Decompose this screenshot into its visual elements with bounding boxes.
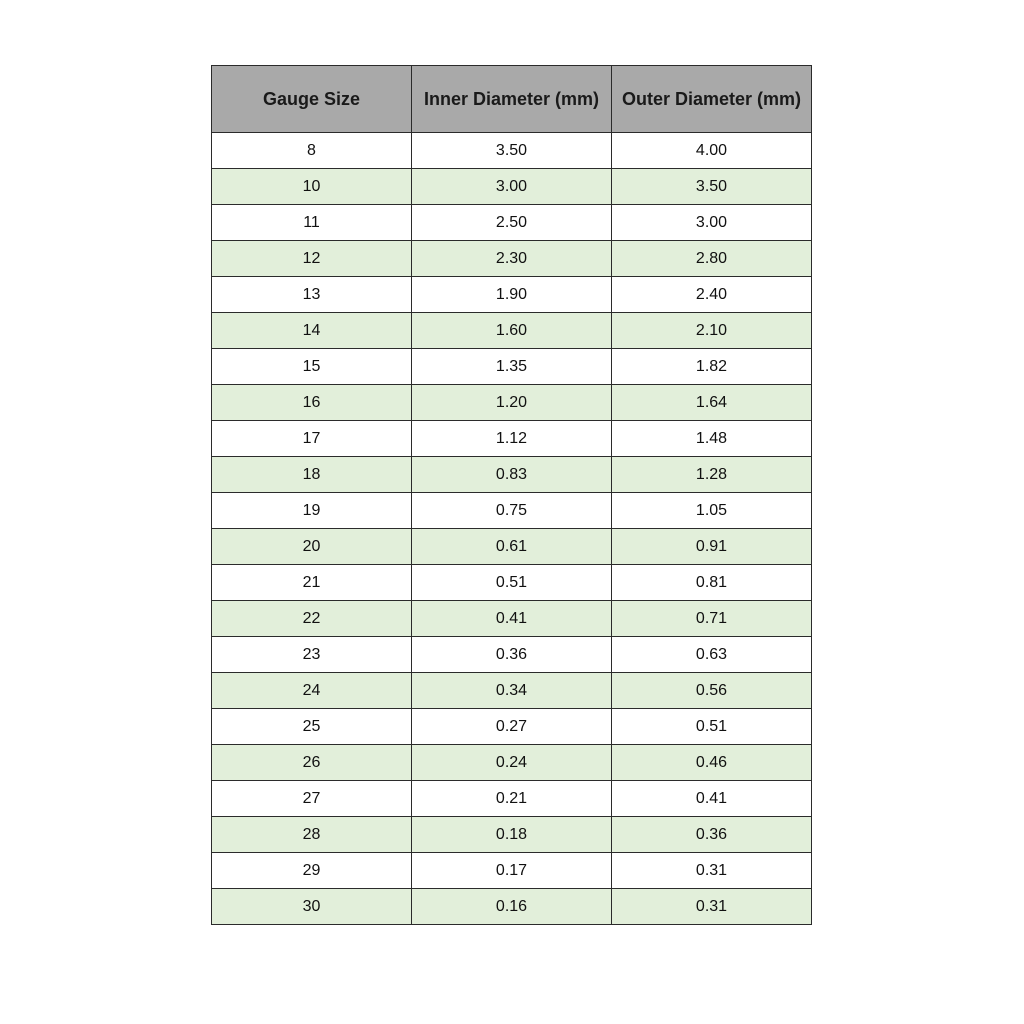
gauge-size-cell: 24 — [212, 673, 412, 709]
gauge-size-cell: 11 — [212, 205, 412, 241]
table-row — [212, 421, 812, 457]
table-header — [212, 66, 812, 133]
outer-diameter-cell: 0.46 — [612, 745, 812, 781]
gauge-size-cell: 28 — [212, 817, 412, 853]
outer-diameter-cell: 0.31 — [612, 853, 812, 889]
table-row — [212, 565, 812, 601]
table-row — [212, 385, 812, 421]
gauge-size-cell: 12 — [212, 241, 412, 277]
gauge-size-table — [211, 65, 812, 925]
inner-diameter-cell: 1.90 — [412, 277, 612, 313]
outer-diameter-cell: 2.10 — [612, 313, 812, 349]
gauge-size-cell: 10 — [212, 169, 412, 205]
inner-diameter-cell: 2.30 — [412, 241, 612, 277]
outer-diameter-cell: 0.81 — [612, 565, 812, 601]
table-row — [212, 745, 812, 781]
gauge-size-cell: 30 — [212, 889, 412, 925]
header-outer-diameter: Outer Diameter (mm) — [612, 66, 812, 133]
gauge-size-cell: 20 — [212, 529, 412, 565]
inner-diameter-cell: 0.51 — [412, 565, 612, 601]
outer-diameter-cell: 0.51 — [612, 709, 812, 745]
header-row — [212, 66, 812, 133]
inner-diameter-cell: 0.16 — [412, 889, 612, 925]
header-inner-diameter: Inner Diameter (mm) — [412, 66, 612, 133]
inner-diameter-cell: 0.61 — [412, 529, 612, 565]
gauge-size-cell: 13 — [212, 277, 412, 313]
table-row — [212, 853, 812, 889]
inner-diameter-cell: 0.27 — [412, 709, 612, 745]
table-row — [212, 241, 812, 277]
outer-diameter-cell: 1.05 — [612, 493, 812, 529]
gauge-size-cell: 16 — [212, 385, 412, 421]
inner-diameter-cell: 3.50 — [412, 133, 612, 169]
inner-diameter-cell: 1.12 — [412, 421, 612, 457]
outer-diameter-cell: 3.50 — [612, 169, 812, 205]
table-row — [212, 277, 812, 313]
gauge-size-cell: 18 — [212, 457, 412, 493]
table-row — [212, 169, 812, 205]
outer-diameter-cell: 0.91 — [612, 529, 812, 565]
table-row — [212, 313, 812, 349]
outer-diameter-cell: 0.41 — [612, 781, 812, 817]
outer-diameter-cell: 2.40 — [612, 277, 812, 313]
table-row — [212, 673, 812, 709]
table-row — [212, 457, 812, 493]
gauge-size-cell: 8 — [212, 133, 412, 169]
gauge-size-cell: 23 — [212, 637, 412, 673]
inner-diameter-cell: 0.75 — [412, 493, 612, 529]
outer-diameter-cell: 4.00 — [612, 133, 812, 169]
outer-diameter-cell: 1.82 — [612, 349, 812, 385]
table-row — [212, 205, 812, 241]
table-row — [212, 817, 812, 853]
outer-diameter-cell: 1.64 — [612, 385, 812, 421]
table-row — [212, 637, 812, 673]
gauge-size-cell: 15 — [212, 349, 412, 385]
gauge-size-cell: 25 — [212, 709, 412, 745]
table-row — [212, 133, 812, 169]
inner-diameter-cell: 3.00 — [412, 169, 612, 205]
inner-diameter-cell: 0.36 — [412, 637, 612, 673]
inner-diameter-cell: 1.60 — [412, 313, 612, 349]
outer-diameter-cell: 0.31 — [612, 889, 812, 925]
table-row — [212, 601, 812, 637]
gauge-size-cell: 14 — [212, 313, 412, 349]
inner-diameter-cell: 0.21 — [412, 781, 612, 817]
inner-diameter-cell: 0.34 — [412, 673, 612, 709]
gauge-size-cell: 21 — [212, 565, 412, 601]
table-row — [212, 529, 812, 565]
inner-diameter-cell: 0.24 — [412, 745, 612, 781]
table-row — [212, 349, 812, 385]
outer-diameter-cell: 1.48 — [612, 421, 812, 457]
outer-diameter-cell: 1.28 — [612, 457, 812, 493]
table-row — [212, 781, 812, 817]
outer-diameter-cell: 0.36 — [612, 817, 812, 853]
table-row — [212, 493, 812, 529]
inner-diameter-cell: 0.18 — [412, 817, 612, 853]
table-body — [212, 133, 812, 925]
inner-diameter-cell: 0.41 — [412, 601, 612, 637]
table-row — [212, 709, 812, 745]
outer-diameter-cell: 0.71 — [612, 601, 812, 637]
header-gauge-size: Gauge Size — [212, 66, 412, 133]
gauge-size-cell: 29 — [212, 853, 412, 889]
gauge-size-cell: 22 — [212, 601, 412, 637]
inner-diameter-cell: 2.50 — [412, 205, 612, 241]
inner-diameter-cell: 1.35 — [412, 349, 612, 385]
inner-diameter-cell: 0.17 — [412, 853, 612, 889]
outer-diameter-cell: 0.63 — [612, 637, 812, 673]
outer-diameter-cell: 2.80 — [612, 241, 812, 277]
table-row — [212, 889, 812, 925]
inner-diameter-cell: 1.20 — [412, 385, 612, 421]
gauge-size-cell: 27 — [212, 781, 412, 817]
inner-diameter-cell: 0.83 — [412, 457, 612, 493]
outer-diameter-cell: 3.00 — [612, 205, 812, 241]
outer-diameter-cell: 0.56 — [612, 673, 812, 709]
gauge-size-cell: 26 — [212, 745, 412, 781]
gauge-size-cell: 19 — [212, 493, 412, 529]
gauge-size-cell: 17 — [212, 421, 412, 457]
